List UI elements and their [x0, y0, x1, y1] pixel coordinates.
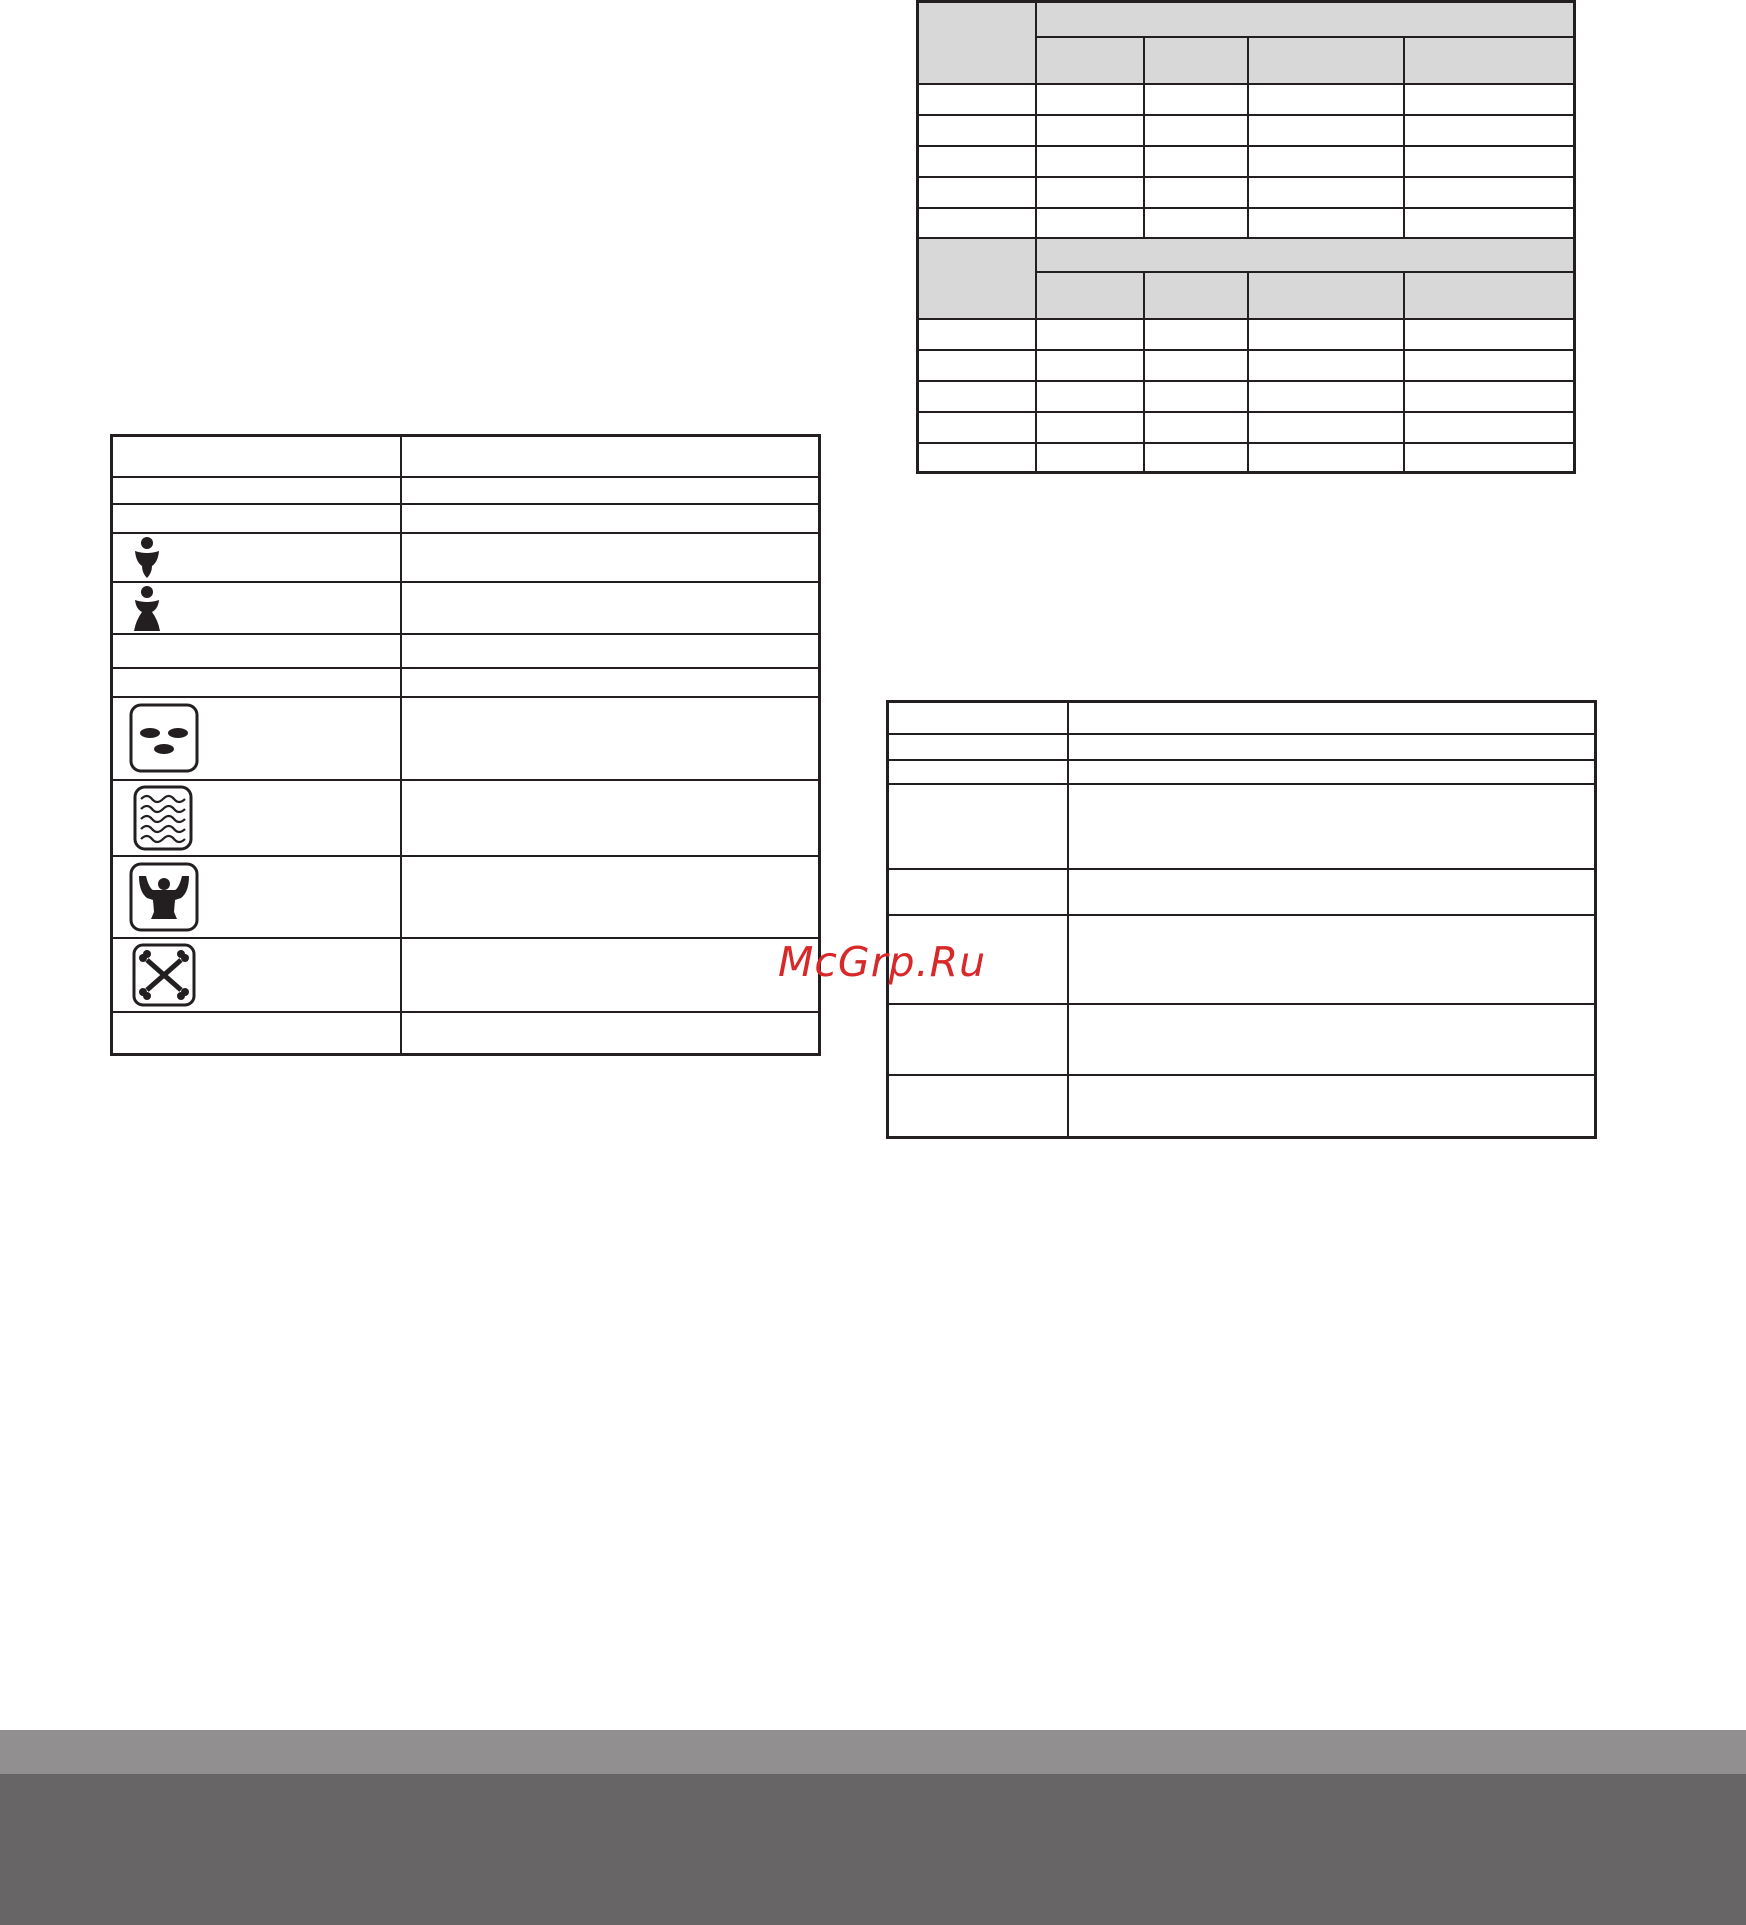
table-row: [112, 634, 820, 668]
specs-table: [916, 0, 1576, 474]
waves-icon: [133, 785, 193, 851]
troubleshooting-table: [886, 700, 1597, 1139]
table-row: [918, 381, 1575, 412]
table-row: [888, 915, 1596, 1004]
footer-band-light: [0, 1730, 1746, 1774]
table-row: [888, 702, 1596, 734]
table-row: [918, 84, 1575, 115]
programs-table: [110, 434, 821, 1056]
table-row: [918, 208, 1575, 238]
table-row: [112, 436, 820, 477]
table-row: [112, 582, 820, 634]
table-row: [918, 319, 1575, 350]
table-row: [918, 146, 1575, 177]
crossed-bones-icon: [132, 943, 196, 1007]
female-upper-body-icon: [127, 535, 167, 579]
table-row: [112, 1012, 820, 1055]
table-row: [918, 443, 1575, 473]
table-row: [112, 477, 820, 504]
table-row: [918, 177, 1575, 208]
table-row: [888, 784, 1596, 869]
table-row: [918, 350, 1575, 381]
table-row: [888, 734, 1596, 760]
muscle-man-icon: [129, 862, 199, 932]
face-icon: [129, 703, 199, 773]
footer-band-dark: [0, 1774, 1746, 1925]
table-row: [112, 533, 820, 582]
watermark: McGrp.Ru: [778, 938, 987, 986]
table-row: [888, 760, 1596, 784]
table-header-row: [918, 2, 1575, 37]
table-row: [918, 115, 1575, 146]
table-row: [112, 668, 820, 697]
table-row: [112, 780, 820, 856]
table-header-row: [918, 238, 1575, 272]
table-row: [888, 1075, 1596, 1138]
table-row: [112, 504, 820, 533]
table-row: [888, 869, 1596, 915]
table-row: [112, 856, 820, 938]
table-row: [112, 938, 820, 1012]
table-row: [918, 412, 1575, 443]
table-row: [888, 1004, 1596, 1075]
table-row: [112, 697, 820, 780]
female-full-body-icon: [127, 584, 167, 632]
